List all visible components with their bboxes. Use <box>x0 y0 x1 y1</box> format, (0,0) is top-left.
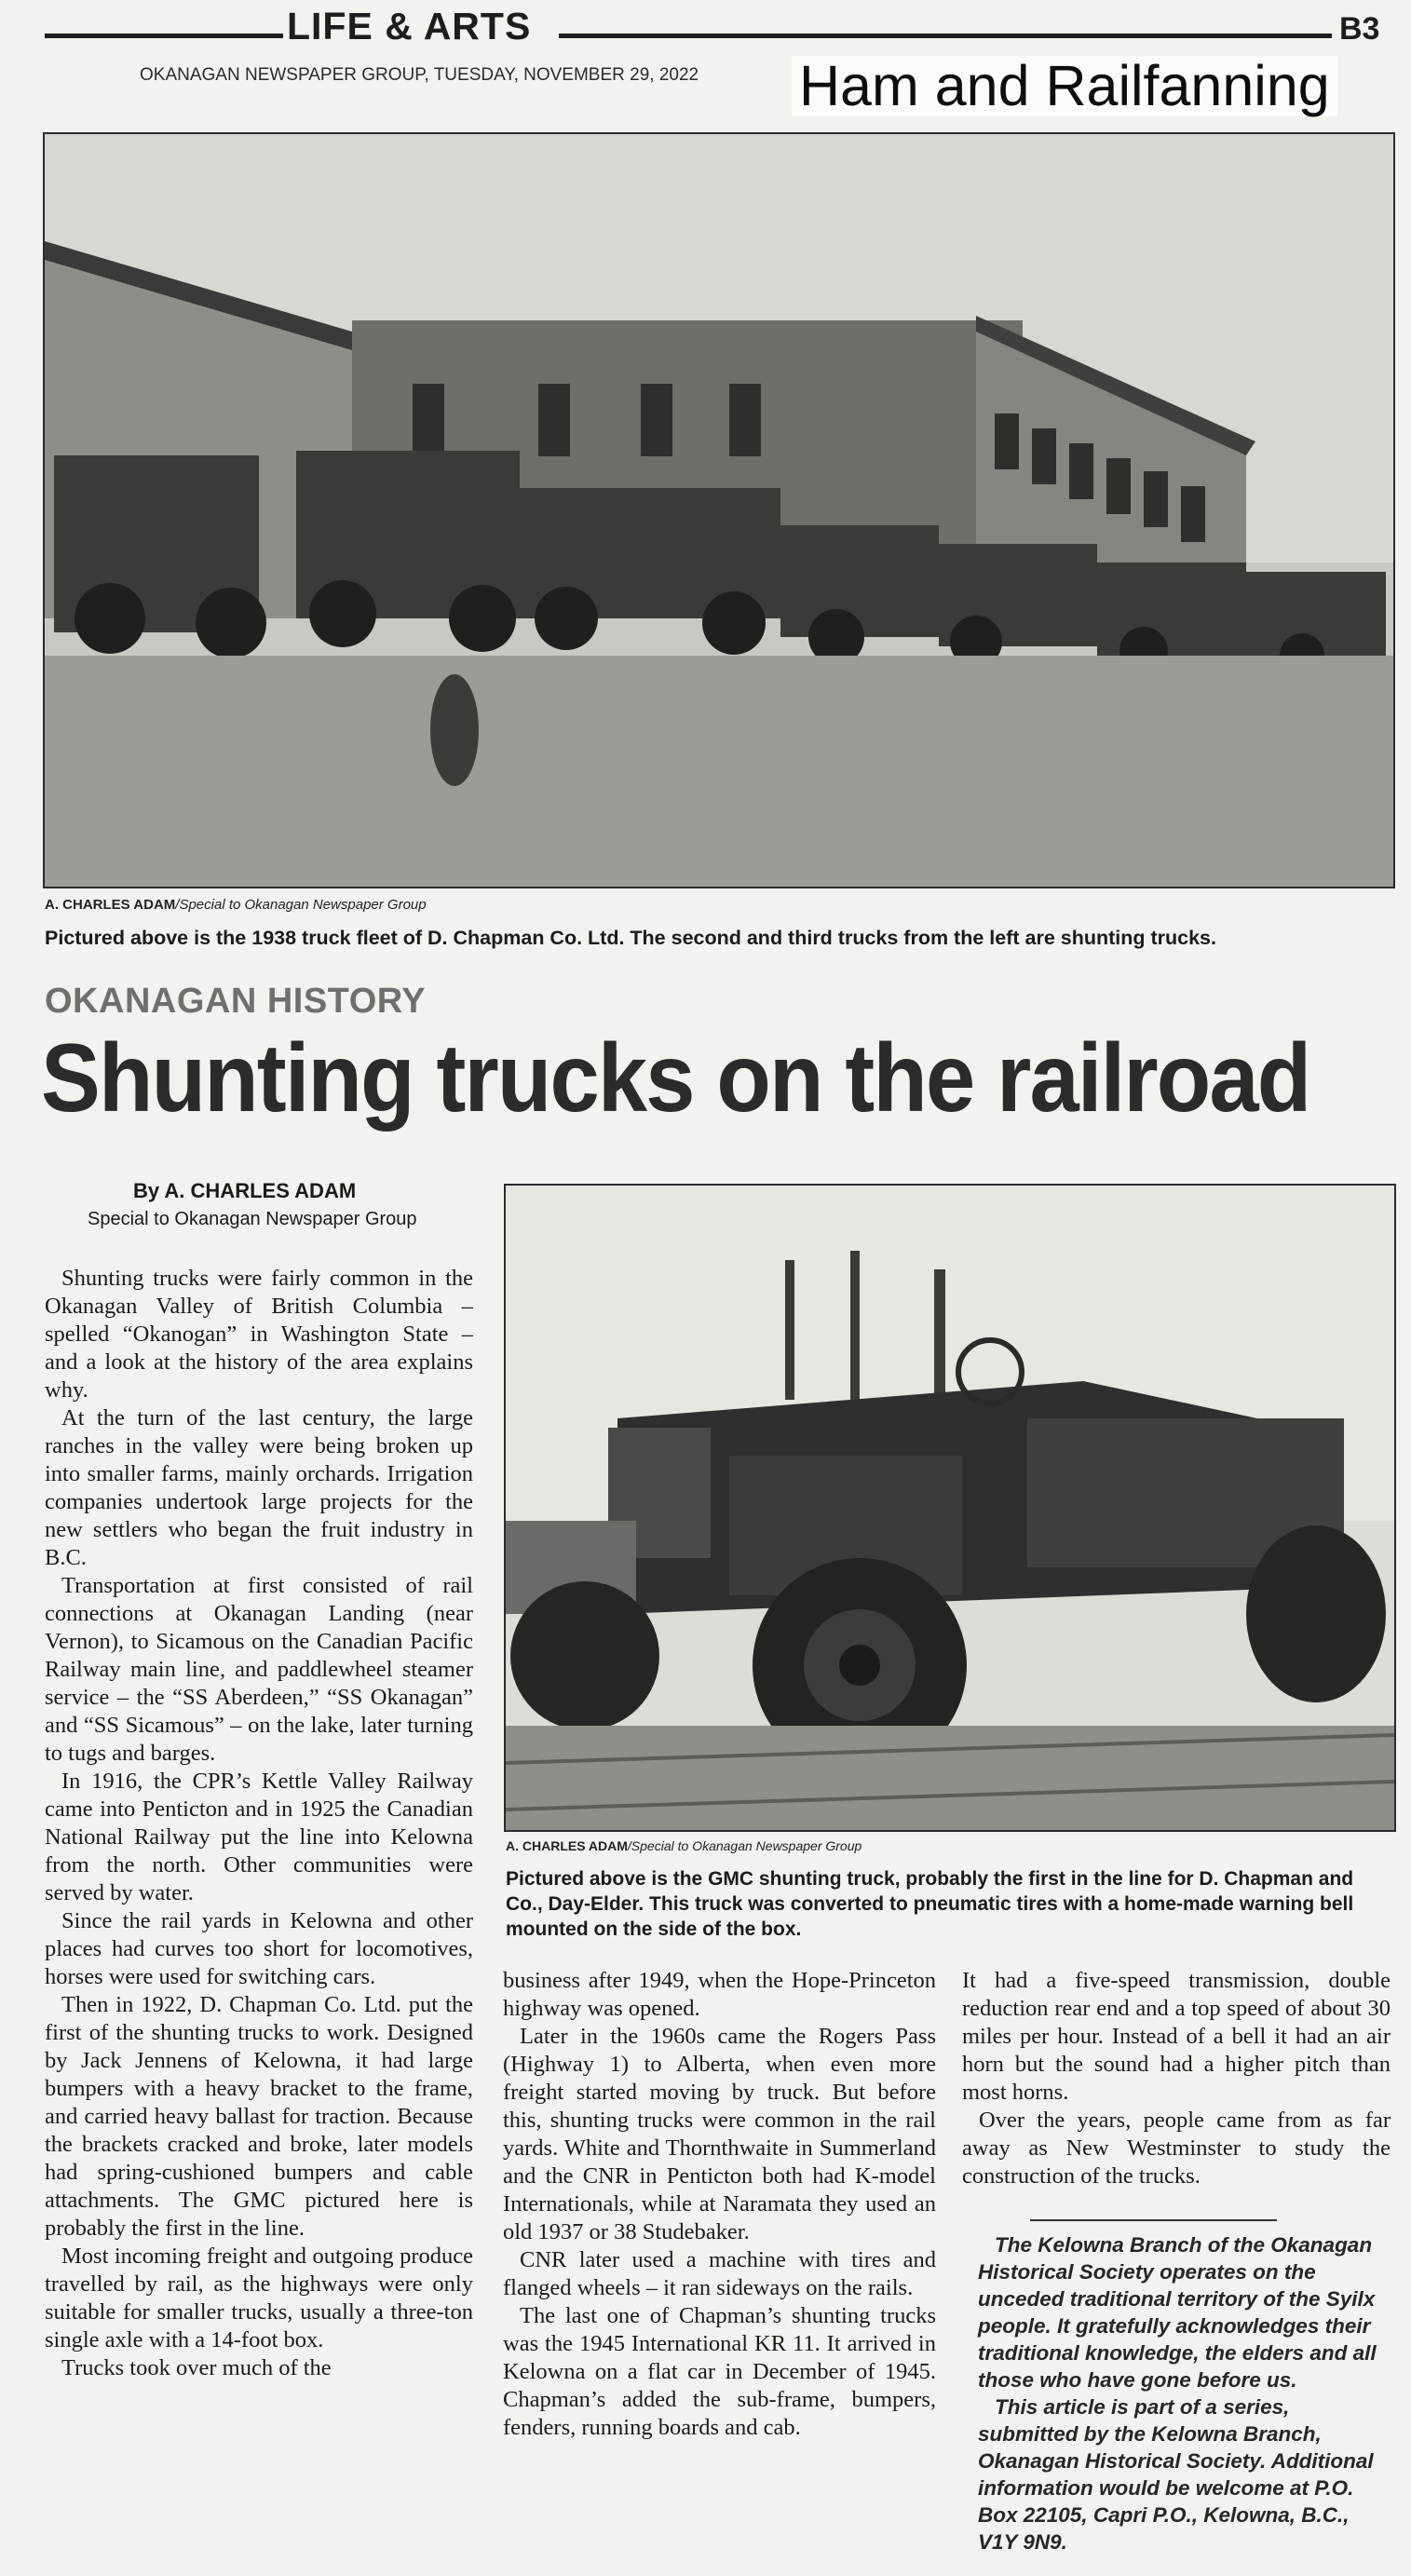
second-photo-caption: Pictured above is the GMC shunting truck, probably the first in the line for D. Chapman and Co., Day-Elder. This truck was converted to pneumatic tires with a home-made warning bell mounted on the side of the box. <box>506 1868 1354 1940</box>
credit-name: A. CHARLES ADAM <box>45 897 176 913</box>
paragraph: Shunting trucks were fairly common in the Okanagan Valley of British Columbia – spelled “Okanogan” in Washington State – and a look at the history of the area explains why. <box>45 1266 473 1403</box>
article-column-3 <box>962 1967 1391 2190</box>
gmc-shunting-truck-photo <box>504 1184 1396 1832</box>
paragraph: CNR later used a machine with tires and flanged wheels – it ran sideways on the rails. <box>503 2247 936 2300</box>
paragraph: Later in the 1960s came the Rogers Pass (Highway 1) to Alberta, when even more freight started moving by truck. But before this, shunting trucks were common in the rail yards. White and Thornthwaite in Summerland and the CNR in Penticton both had K-model Internationals, while at Naramata they used an old 1937 or 38 Studebaker. <box>503 2024 936 2244</box>
article-column-2 <box>503 1967 936 2442</box>
paragraph: In 1916, the CPR’s Kettle Valley Railway came into Penticton and in 1925 the Canadian National Railway put the line into Kelowna from the north. Other communities were served by water. <box>45 1769 473 1905</box>
byline: By A. CHARLES ADAM <box>133 1179 357 1202</box>
paragraph: Trucks took over much of the <box>61 2355 332 2380</box>
credit-org: /Special to Okanagan Newspaper Group <box>175 897 427 913</box>
masthead-rule-right <box>559 34 1332 38</box>
top-photo-caption: Pictured above is the 1938 truck fleet of D. Chapman Co. Ltd. The second and third trucks from the left are shunting trucks. <box>45 927 1216 949</box>
credit-org: /Special to Okanagan Newspaper Group <box>627 1838 862 1853</box>
second-photo-credit <box>506 1838 862 1853</box>
society-note <box>978 2231 1388 2556</box>
paragraph: At the turn of the last century, the large ranches in the valley were being broken up into smaller farms, mainly orchards. Irrigation companies undertook large projects for the new settlers who began the fruit industry in B.C. <box>45 1405 473 1570</box>
truck-fleet-photo <box>43 132 1395 888</box>
series-note-paragraph: This article is part of a series, submitted by the Kelowna Branch, Okanagan Historical Society. Additional information would be welcome at P.O. Box 22105, Capri P.O., Kelowna, B.C., V1Y 9N9. <box>978 2395 1374 2554</box>
paragraph: Most incoming freight and outgoing produce travelled by rail, as the highways were only suitable for smaller trucks, usually a three-ton single axle with a 14-foot box. <box>45 2244 473 2352</box>
article-column-1 <box>45 1265 473 2382</box>
section-name: LIFE & ARTS <box>287 5 532 47</box>
byline-affiliation: Special to Okanagan Newspaper Group <box>88 1209 417 1229</box>
paragraph: The last one of Chapman’s shunting trucks was the 1945 International KR 11. It arrived in Kelowna on a flat car in December of 1945. Chapman’s added the sub-frame, bumpers, fenders, running boards and cab. <box>503 2303 936 2440</box>
credit-name: A. CHARLES ADAM <box>506 1838 628 1853</box>
top-photo-credit <box>45 897 427 913</box>
paragraph: Over the years, people came from as far away as New Westminster to study the construction of the trucks. <box>962 2108 1391 2189</box>
acknowledgement-paragraph: The Kelowna Branch of the Okanagan Historical Society operates on the unceded traditional territory of the Syilx people. It gratefully acknowledges their traditional knowledge, the elders and all those who have gone before us. <box>978 2233 1377 2392</box>
paragraph: business after 1949, when the Hope-Princeton highway was opened. <box>503 1968 936 2021</box>
note-divider <box>1030 2219 1277 2221</box>
dateline: OKANAGAN NEWSPAPER GROUP, TUESDAY, NOVEMBER 29, 2022 <box>140 65 699 85</box>
kicker: OKANAGAN HISTORY <box>45 982 427 1021</box>
masthead-rule-left <box>45 34 283 38</box>
topic-stamp: Ham and Railfanning <box>792 56 1337 116</box>
page-number: B3 <box>1339 11 1380 47</box>
paragraph: It had a five-speed transmission, double reduction rear end and a top speed of about 30 miles per hour. Instead of a bell it had an air horn but the sound had a higher pitch than most horns. <box>962 1968 1391 2105</box>
paragraph: Transportation at first consisted of rail connections at Okanagan Landing (near Vernon), to Sicamous on the Canadian Pacific Railway main line, and paddlewheel steamer service – the “SS Aberdeen,” “SS Okanagan” and “SS Sicamous” – on the lake, later turning to tugs and barges. <box>45 1573 473 1766</box>
headline: Shunting trucks on the railroad <box>41 1024 1310 1132</box>
paragraph: Then in 1922, D. Chapman Co. Ltd. put the first of the shunting trucks to work. Designed by Jack Jennens of Kelowna, it had large bumpers with a heavy bracket to the frame, and carried heavy ballast for traction. Because the brackets cracked and broke, later models had spring-cushioned bumpers and cable attachments. The GMC pictured here is probably the first in the line. <box>45 1992 473 2241</box>
paragraph: Since the rail yards in Kelowna and other places had curves too short for locomotives, horses were used for switching cars. <box>45 1908 473 1989</box>
